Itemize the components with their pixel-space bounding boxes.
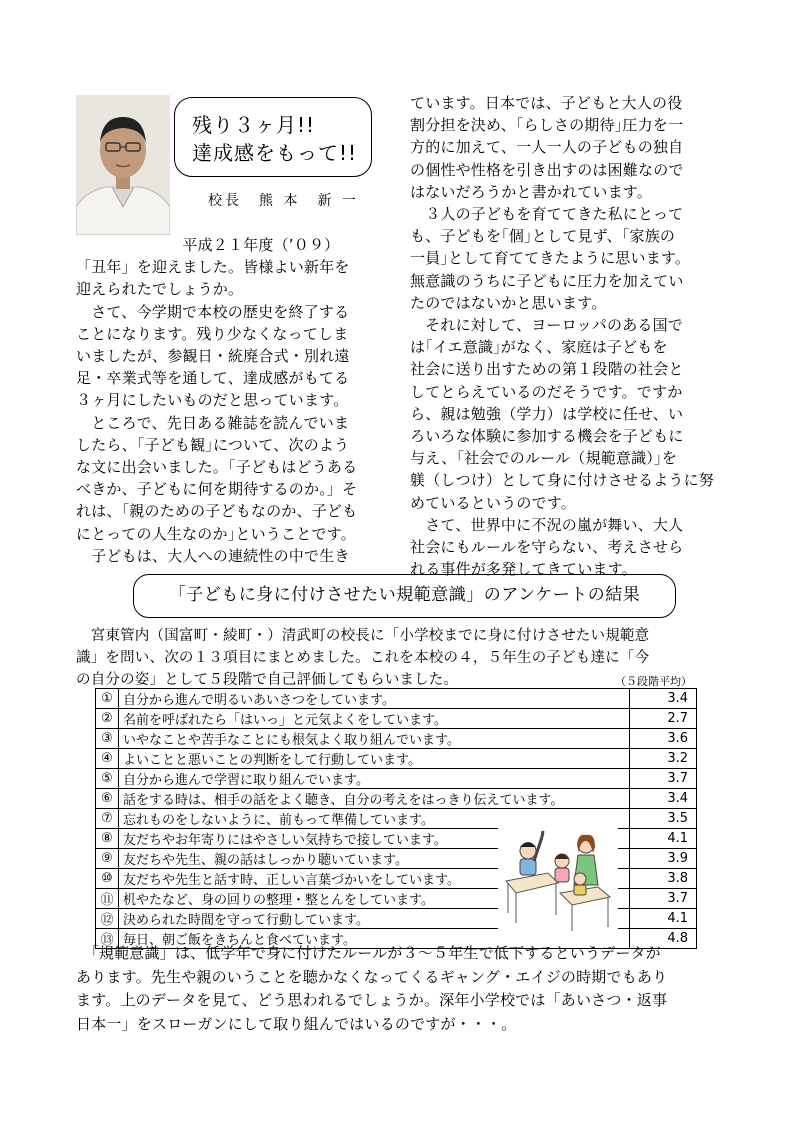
- paragraph-line: ろいろな体験に参加する機会を子どもに: [410, 427, 684, 446]
- table-row: [96, 709, 697, 729]
- table-row: [96, 749, 697, 769]
- paragraph-line: な文に出会いました。｢子どもはどうある: [76, 458, 358, 477]
- item-score: 3.9: [630, 849, 697, 869]
- item-text: 名前を呼ばれたら「はいっ」と元気よくをしています。: [119, 709, 630, 729]
- paragraph-line: はないだろうかと書かれています。: [410, 182, 653, 201]
- paragraph-line: 足・卒業式等を通して、達成感がもてる: [76, 369, 350, 388]
- closing-line: 日本一」をスローガンにして取り組んではいるのですが・・・。: [76, 1014, 517, 1033]
- principal-photo: [76, 95, 170, 235]
- paragraph-line: れる事件が多発してきています。: [410, 560, 637, 579]
- paragraph-line: 迎えられたでしょうか。: [76, 280, 244, 299]
- intro-line: 宮東管内（国富町・綾町・）清武町の校長に「小学校までに身に付けさせたい規範意: [76, 628, 650, 644]
- item-score: 3.6: [630, 729, 697, 749]
- item-number: ⑪: [96, 889, 119, 909]
- item-number: ②: [96, 709, 119, 729]
- item-text: よいことと悪いことの判断をして行動しています。: [119, 749, 630, 769]
- paragraph-line: ところで、先日ある雑誌を読んでいま: [76, 413, 350, 432]
- title-box: [174, 97, 372, 177]
- item-text: 自分から進んで学習に取り組んでいます。: [119, 769, 630, 789]
- item-text: 決められた時間を守って行動しています。: [119, 909, 630, 929]
- item-text: 机やたなど、身の回りの整理・整とんをしています。: [119, 889, 630, 909]
- paragraph-line: の個性や性格を引き出すのは困難なので: [410, 160, 684, 179]
- item-number: ⑨: [96, 849, 119, 869]
- closing-line: ます。上のデータを見て、どう思われるでしょうか。深年小学校では「あいさつ・返事: [76, 991, 668, 1009]
- left-column: [76, 234, 392, 567]
- item-number: ⑬: [96, 929, 119, 949]
- children-classroom-illustration: [498, 823, 618, 933]
- item-text: 友だちやお年寄りにはやさしい気持ちで接しています。: [119, 829, 630, 849]
- paragraph-line: ３ヶ月にしたいものだと思っています。: [76, 391, 349, 410]
- paragraph-line: 与え、｢社会でのルール（規範意識）｣を: [410, 449, 677, 468]
- paragraph-line: したら、｢子ども観｣について、次のよう: [76, 435, 350, 454]
- paragraph-line: いましたが、参観日・統廃合式・別れ遠: [76, 347, 350, 366]
- paragraph-line: 躾（しつけ）として身に付けさせるように努: [410, 471, 715, 490]
- paragraph-line: してとらえているのだそうです。ですか: [410, 382, 683, 401]
- table-row: [96, 689, 697, 709]
- item-text: 自分から進んで明るいあいさつをしています。: [119, 689, 630, 709]
- paragraph-line: さて、今学期で本校の歴史を終了する: [76, 302, 350, 321]
- item-score: 3.5: [630, 809, 697, 829]
- average-label: （５段階平均）: [615, 675, 692, 688]
- item-score: 2.7: [630, 709, 697, 729]
- title-line-1: 残り３ヶ月!!: [192, 113, 316, 137]
- principal-name: 校長 熊 本 新 一: [208, 193, 359, 209]
- paragraph-line: べきか、子どもに何を期待するのか。」そ: [76, 480, 358, 499]
- paragraph-line: ことになります。残り少なくなってしま: [76, 324, 349, 343]
- item-score: 4.8: [630, 929, 697, 949]
- item-score: 4.1: [630, 909, 697, 929]
- table-row: [96, 789, 697, 809]
- item-text: 話をする時は、相手の話をよく聴き、自分の考えをはっきり伝えています。: [119, 789, 630, 809]
- item-score: 3.7: [630, 769, 697, 789]
- paragraph-line: 無意識のうちに子どもに圧力を加えてい: [410, 271, 684, 290]
- item-score: 3.4: [630, 689, 697, 709]
- closing-line: 「規範意識」は、低学年で身に付けたルールが３～５年生で低下するというデータが: [76, 944, 662, 962]
- paragraph-line: ら、親は勉強（学力）は学校に任せ、い: [410, 404, 684, 423]
- paragraph-line: 一員｣として育ててきたように思います。: [410, 249, 691, 268]
- item-score: 4.1: [630, 829, 697, 849]
- item-score: 3.2: [630, 749, 697, 769]
- item-number: ⑫: [96, 909, 119, 929]
- paragraph-line: ています。日本では、子どもと大人の役: [410, 94, 683, 112]
- paragraph-line: 割分担を決め、｢らしさの期待｣圧力を一: [410, 116, 684, 135]
- item-number: ⑥: [96, 789, 119, 809]
- closing-line: あります。先生や親のいうことを聴かなくなってくるギャング・エイジの時期でもあり: [76, 967, 668, 986]
- item-text: 忘れものをしないように、前もって準備しています。: [119, 809, 630, 829]
- item-number: ④: [96, 749, 119, 769]
- item-score: 3.8: [630, 869, 697, 889]
- item-number: ⑧: [96, 829, 119, 849]
- item-text: 毎日、朝ご飯をきちんと食べています。: [119, 929, 630, 949]
- paragraph-line: それに対して、ヨーロッパのある国で: [410, 316, 684, 335]
- paragraph-line: 社会に送り出すための第１段階の社会と: [410, 360, 684, 379]
- paragraph-line: 「丑年」を迎えました。皆様よい新年を: [76, 258, 350, 277]
- item-text: 友だちや先生、親の話はしっかり聴いています。: [119, 849, 630, 869]
- intro-line: の自分の姿」として５段階で自己評価してもらいました。: [76, 672, 459, 688]
- closing-text: [76, 942, 736, 1036]
- paragraph-line: 平成２１年度（’０９）: [76, 236, 340, 254]
- item-number: ⑩: [96, 869, 119, 889]
- paragraph-line: 社会にもルールを守らない、考えさせら: [410, 538, 684, 557]
- item-score: 3.7: [630, 889, 697, 909]
- item-number: ⑤: [96, 769, 119, 789]
- paragraph-line: さて、世界中に不況の嵐が舞い、大人: [410, 515, 684, 534]
- table-row: [96, 769, 697, 789]
- paragraph-line: は｢イエ意識｣がなく、家庭は子どもを: [410, 338, 668, 357]
- paragraph-line: ３人の子どもを育ててきた私にとって: [410, 205, 684, 224]
- title-line-2: 達成感をもって!!: [192, 141, 358, 165]
- item-number: ①: [96, 689, 119, 709]
- right-column: [410, 92, 728, 580]
- item-number: ⑦: [96, 809, 119, 829]
- item-number: ③: [96, 729, 119, 749]
- paragraph-line: めているというのです。: [410, 493, 577, 512]
- paragraph-line: にとっての人生なのか｣ということです。: [76, 524, 356, 543]
- item-score: 3.4: [630, 789, 697, 809]
- table-row: [96, 729, 697, 749]
- paragraph-line: も、子どもを｢個｣として見ず、｢家族の: [410, 227, 676, 246]
- intro-line: 識」を問い、次の１３項目にまとめました。これを本校の４，５年生の子ども達に「今: [76, 650, 650, 666]
- item-text: いやなことや苦手なことにも根気よく取り組んでいます。: [119, 729, 630, 749]
- survey-banner: 「子どもに身に付けさせたい規範意識」のアンケートの結果: [133, 574, 676, 618]
- paragraph-line: れは、｢親のための子どもなのか、子ども: [76, 502, 358, 521]
- paragraph-line: たのではないかと思います。: [410, 293, 607, 312]
- paragraph-line: 子どもは、大人への連続性の中で生き: [76, 546, 350, 565]
- paragraph-line: 方的に加えて、一人一人の子どもの独自: [410, 138, 684, 157]
- item-text: 友だちや先生と話す時、正しい言葉づかいをしています。: [119, 869, 630, 889]
